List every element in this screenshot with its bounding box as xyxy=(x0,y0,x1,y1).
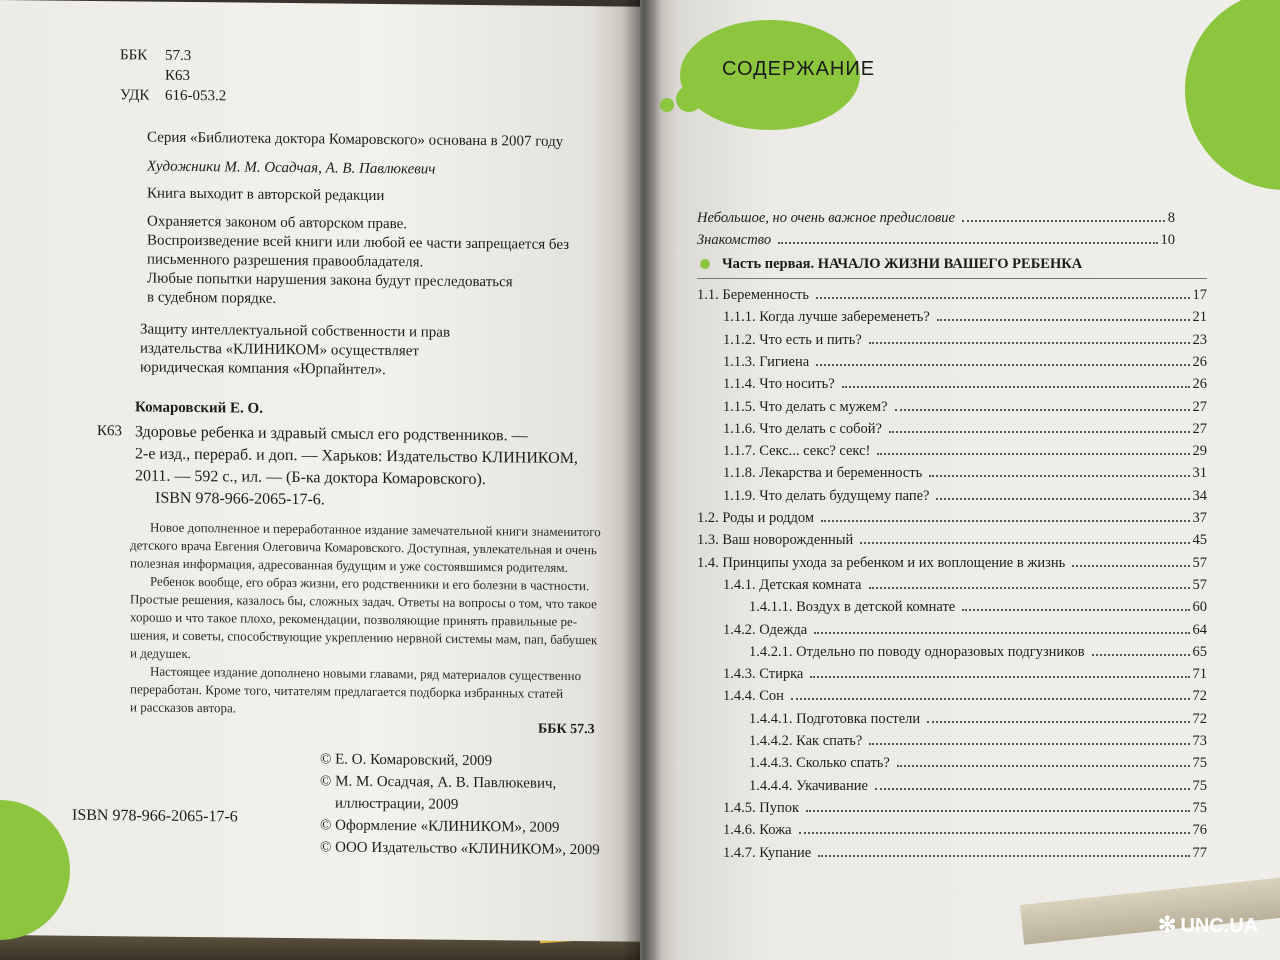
watermark-text: UNC.UA xyxy=(1180,915,1259,937)
toc-entry-page: 75 xyxy=(1192,777,1207,794)
abstract-line: Новое дополненное и переработанное издание замечательной книги знаменитого xyxy=(150,519,601,540)
toc-entry-label: 1.1.3. Гигиена xyxy=(723,353,810,370)
toc-entry xyxy=(697,232,1175,250)
abstract-line: и рассказов автора. xyxy=(130,699,236,716)
toc-entry-page: 75 xyxy=(1192,799,1207,816)
biblio-line: 2-е изд., перераб. и доп. — Харьков: Издательство КЛИНИКОМ, xyxy=(135,445,578,468)
leader-dots xyxy=(877,453,1189,455)
toc-entry-page: 76 xyxy=(1192,822,1207,839)
leader-dots xyxy=(806,810,1189,812)
toc-entry xyxy=(723,332,1207,350)
leader-dots xyxy=(778,242,1157,244)
toc-entry-page: 72 xyxy=(1192,688,1207,705)
toc-entry-label: 1.1.9. Что делать будущему папе? xyxy=(723,487,930,504)
toc-entry-label: 1.4.2.1. Отдельно по поводу одноразовых подгузников xyxy=(749,643,1085,660)
leader-dots xyxy=(937,319,1190,321)
toc-entry-page: 45 xyxy=(1192,532,1207,549)
toc-entry-page: 77 xyxy=(1192,844,1207,861)
abstract-line: переработан. Кроме того, читателям предлагается подборка избранных статей xyxy=(130,681,564,701)
book-gutter xyxy=(622,0,662,960)
leader-dots xyxy=(814,632,1189,634)
bbk-label: ББК xyxy=(120,47,148,64)
leader-dots xyxy=(810,676,1189,678)
abstract-line: полезная информация, адресованная будущим и уже состоявшимся родителям. xyxy=(130,555,568,575)
leader-dots xyxy=(875,788,1190,790)
leader-dots xyxy=(962,609,1189,611)
toc-entry-label: 1.2. Роды и роддом xyxy=(697,510,815,526)
toc-entry xyxy=(723,822,1207,840)
leader-dots xyxy=(791,698,1190,700)
abstract-line: и дедушек. xyxy=(130,645,191,661)
toc-entry-page: 27 xyxy=(1192,420,1207,437)
toc-entry-label: 1.1.4. Что носить? xyxy=(723,376,835,393)
leader-dots xyxy=(818,855,1189,857)
leader-dots xyxy=(962,220,1165,222)
toc-entry xyxy=(723,421,1207,439)
toc-entry-page: 73 xyxy=(1192,733,1207,749)
toc-entry-label: 1.4.2. Одежда xyxy=(723,621,808,638)
toc-entry xyxy=(723,443,1207,461)
legal-line: издательства «КЛИНИКОМ» осуществляет xyxy=(140,340,419,360)
series-note: Серия «Библиотека доктора Комаровского» основана в 2007 году xyxy=(147,129,564,150)
toc-entry xyxy=(749,778,1207,796)
toc-entry-label: 1.1. Беременность xyxy=(697,287,809,303)
toc-entry xyxy=(723,845,1207,863)
watermark xyxy=(1158,912,1258,938)
leader-dots xyxy=(869,342,1190,344)
toc-entry xyxy=(723,399,1207,417)
copyright-line: Воспроизведение всей книги или любой ее части запрещается без xyxy=(147,232,570,253)
part-title: Часть первая. НАЧАЛО ЖИЗНИ ВАШЕГО РЕБЕНКА xyxy=(722,256,1083,272)
leader-dots xyxy=(927,721,1189,723)
abstract-line: шения, и советы, способствующие укреплению нервной системы мам, пап, бабушек xyxy=(130,627,598,648)
leader-dots xyxy=(895,409,1190,411)
bbk-value: 57.3 xyxy=(165,47,192,65)
bullet-dot xyxy=(700,259,710,269)
toc-entry-label: 1.3. Ваш новорожденный xyxy=(697,532,854,549)
toc-entry xyxy=(723,465,1207,483)
author-name: Комаровский Е. О. xyxy=(135,399,263,417)
toc-entry-page: 64 xyxy=(1192,621,1207,638)
toc-entry-label: 1.4. Принципы ухода за ребенком и их воплощение в жизнь xyxy=(697,554,1066,571)
toc-entry-page: 23 xyxy=(1192,331,1207,348)
toc-entry-label: 1.4.1. Детская комната xyxy=(723,576,862,593)
copyright-notice: © Е. О. Комаровский, 2009 xyxy=(320,751,493,770)
artists-note: Художники М. М. Осадчая, А. В. Павлюкевич xyxy=(147,158,436,178)
copyright-line: в судебном порядке. xyxy=(147,289,277,307)
toc-entry-label: 1.4.4.4. Укачивание xyxy=(749,777,868,794)
leader-dots xyxy=(821,520,1189,522)
toc-entry xyxy=(749,711,1207,729)
toc-entry-label: 1.1.8. Лекарства и беременность xyxy=(723,465,923,482)
toc-heading: СОДЕРЖАНИЕ xyxy=(722,58,876,80)
toc-entry xyxy=(697,210,1175,228)
abstract-line: Простые решения, казалось бы, сложных задач. Ответы на вопросы о том, что такое xyxy=(130,591,597,612)
toc-entry xyxy=(723,309,1207,327)
toc-entry xyxy=(749,644,1207,662)
k-side-code: К63 xyxy=(97,423,123,440)
toc-entry-label: 1.4.4.2. Как спать? xyxy=(749,733,863,749)
toc-entry-page: 57 xyxy=(1192,554,1207,571)
toc-entry-page: 29 xyxy=(1192,443,1207,460)
leader-dots xyxy=(869,743,1189,745)
leader-dots xyxy=(1092,654,1190,656)
toc-entry xyxy=(697,532,1207,550)
abstract-line: детского врача Евгения Олеговича Комаровского. Доступная, увлекательная и очень xyxy=(130,537,597,558)
toc-entry-label: 1.1.5. Что делать с мужем? xyxy=(723,398,888,415)
toc-entry xyxy=(749,599,1207,617)
left-page xyxy=(0,0,640,942)
toc-entry-label: Небольшое, но очень важное предисловие xyxy=(697,210,955,226)
leader-dots xyxy=(869,587,1190,589)
toc-entry xyxy=(697,555,1207,573)
leader-dots xyxy=(1072,565,1189,567)
toc-entry-page: 26 xyxy=(1192,353,1207,370)
biblio-line: Здоровье ребенка и здравый смысл его родственников. — xyxy=(135,423,528,445)
toc-entry-label: 1.1.1. Когда лучше забеременеть? xyxy=(723,309,930,326)
leader-dots xyxy=(860,542,1189,544)
toc-entry-page: 71 xyxy=(1192,666,1207,683)
toc-entry-label: 1.1.7. Секс... секс? секс! xyxy=(723,443,871,460)
leader-dots xyxy=(936,498,1189,500)
toc-entry xyxy=(723,666,1207,684)
toc-entry-page: 37 xyxy=(1192,510,1207,526)
k-code: К63 xyxy=(165,67,191,84)
copyright-line: Охраняется законом об авторском праве. xyxy=(147,213,408,233)
toc-entry-label: Знакомство xyxy=(697,232,772,248)
toc-entry-label: 1.4.4.3. Сколько спать? xyxy=(749,755,890,772)
leader-dots xyxy=(842,386,1190,388)
bubble-dot-decoration xyxy=(660,98,674,112)
toc-entry-label: 1.4.6. Кожа xyxy=(723,822,792,839)
toc-entry-label: 1.4.5. Пупок xyxy=(723,799,800,816)
toc-entry-page: 21 xyxy=(1192,309,1207,326)
leader-dots xyxy=(929,475,1189,477)
isbn: ISBN 978-966-2065-17-6 xyxy=(72,806,238,826)
legal-line: Защиту интеллектуальной собственности и прав xyxy=(140,321,451,341)
copyright-notice: © ООО Издательство «КЛИНИКОМ», 2009 xyxy=(320,839,600,859)
toc-entry-page: 10 xyxy=(1160,232,1175,248)
leader-dots xyxy=(816,297,1190,299)
toc-entry-page: 65 xyxy=(1192,643,1207,660)
toc-entry xyxy=(749,733,1207,751)
legal-line: юридическая компания «Юрпайнтел». xyxy=(140,359,386,379)
copyright-line: письменного разрешения правообладателя. xyxy=(147,251,424,271)
biblio-line: ISBN 978-966-2065-17-6. xyxy=(155,489,325,509)
abstract-line: Ребенок вообще, его образ жизни, его родственники и его болезни в частности. xyxy=(150,573,590,594)
bbk-bottom: ББК 57.3 xyxy=(538,721,595,738)
leader-dots xyxy=(897,765,1190,767)
udk-value: 616-053.2 xyxy=(165,87,227,105)
toc-entry-label: 1.1.2. Что есть и пить? xyxy=(723,331,862,348)
toc-entry xyxy=(723,488,1207,506)
bubble-dot-decoration xyxy=(676,86,702,112)
toc-entry xyxy=(697,510,1207,528)
toc-entry-page: 8 xyxy=(1167,210,1175,226)
copyright-line: Любые попытки нарушения закона будут преследоваться xyxy=(147,270,513,291)
toc-entry-page: 27 xyxy=(1192,398,1207,415)
toc-entry-page: 26 xyxy=(1192,376,1207,393)
leader-dots xyxy=(889,431,1190,433)
toc-entry xyxy=(723,622,1207,640)
toc-entry-label: 1.4.3. Стирка xyxy=(723,666,804,683)
toc-entry-page: 72 xyxy=(1192,710,1207,727)
toc-entry-label: 1.4.1.1. Воздух в детской комнате xyxy=(749,599,956,616)
toc-entry xyxy=(723,800,1207,818)
abstract-line: хорошо и что такое плохо, рекомендации, позволяющие принять правильные ре- xyxy=(130,609,578,630)
divider xyxy=(697,278,1207,279)
toc-entry-page: 17 xyxy=(1192,287,1207,303)
edition-note: Книга выходит в авторской редакции xyxy=(147,185,385,205)
toc-entry xyxy=(723,577,1207,595)
leader-dots xyxy=(816,364,1189,366)
toc-entry-label: 1.4.4.1. Подготовка постели xyxy=(749,710,921,727)
abstract-line: Настоящее издание дополнено новыми главами, ряд материалов существенно xyxy=(150,663,582,684)
toc-entry-label: 1.4.4. Сон xyxy=(723,688,784,705)
copyright-notice: © Оформление «КЛИНИКОМ», 2009 xyxy=(320,817,560,836)
toc-entry-page: 75 xyxy=(1192,755,1207,772)
copyright-notice: © М. М. Осадчая, А. В. Павлюкевич, xyxy=(320,773,557,792)
toc-entry-label: 1.1.6. Что делать с собой? xyxy=(723,420,882,437)
copyright-notice: иллюстрации, 2009 xyxy=(335,795,459,813)
toc-entry xyxy=(723,376,1207,394)
toc-entry xyxy=(697,287,1207,305)
udk-label: УДК xyxy=(120,87,150,104)
leader-dots xyxy=(799,832,1190,834)
toc-entry xyxy=(723,354,1207,372)
toc-entry-page: 60 xyxy=(1192,599,1207,616)
toc-entry-page: 57 xyxy=(1192,576,1207,593)
biblio-line: 2011. — 592 с., ил. — (Б-ка доктора Комаровского). xyxy=(135,467,486,489)
toc-entry xyxy=(723,688,1207,706)
toc-entry-page: 31 xyxy=(1192,465,1207,482)
toc-entry xyxy=(749,755,1207,773)
toc-entry-label: 1.4.7. Купание xyxy=(723,844,812,861)
snowflake-icon: ✻ xyxy=(1158,912,1177,937)
toc-entry-page: 34 xyxy=(1192,487,1207,504)
